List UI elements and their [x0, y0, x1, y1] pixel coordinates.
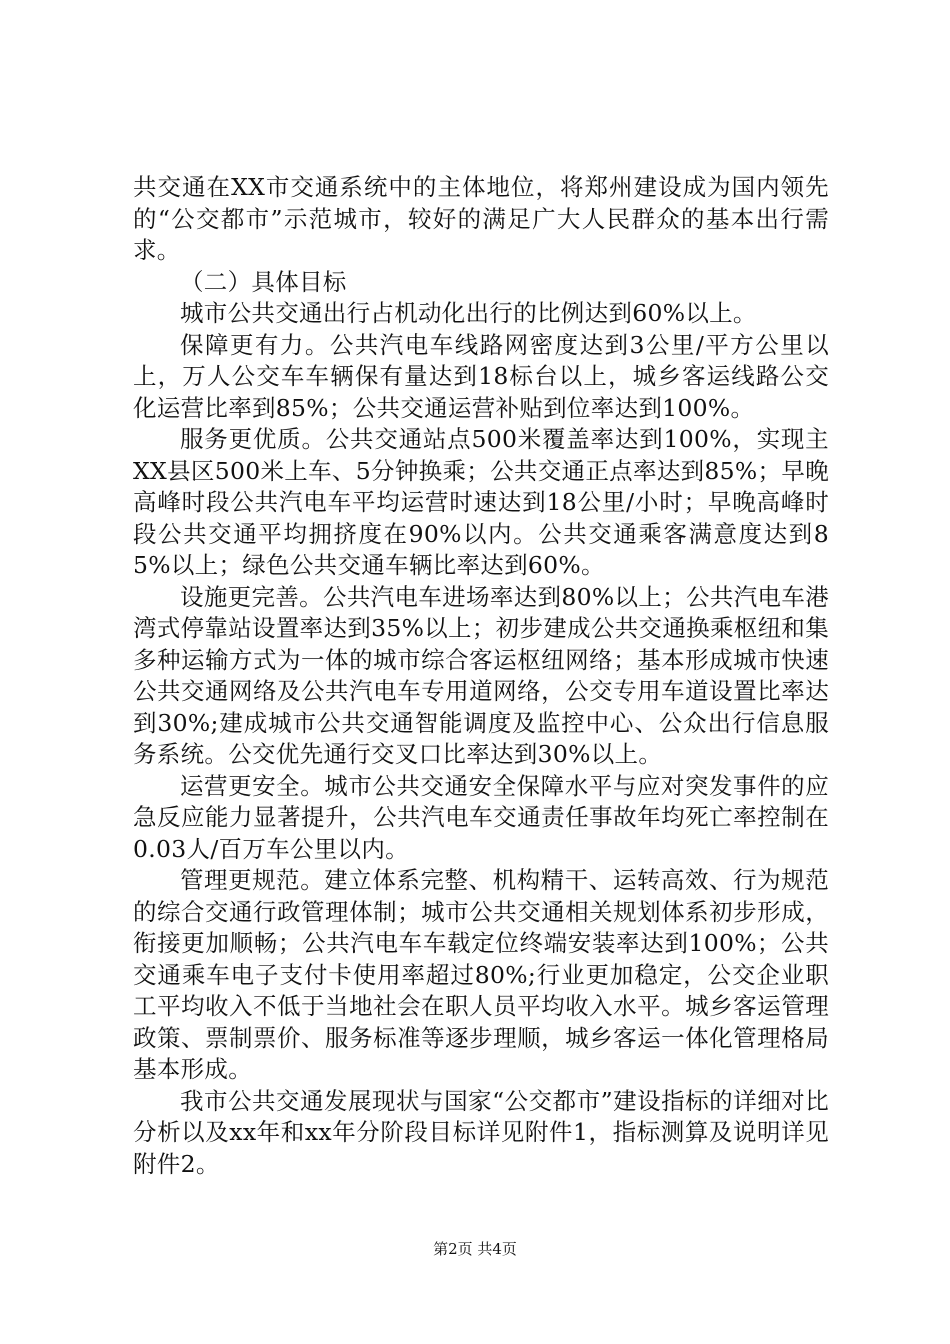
- paragraph-management: 管理更规范。建立体系完整、机构精干、运转高效、行为规范的综合交通行政管理体制；城市公共交通相关规划体系初步形成，衔接更加顺畅；公共汽电车车载定位终端安装率达到100%；公共交通乘车电子支付卡使用率超过80%;行业更加稳定，公交企业职工平均收入不低于当地社会在职人员平均收入水平。城乡客运管理政策、票制票价、服务标准等逐步理顺，城乡客运一体化管理格局基本形成。: [133, 866, 829, 1083]
- paragraph-facilities: 设施更完善。公共汽电车进场率达到80%以上；公共汽电车港湾式停靠站设置率达到35%以上；初步建成公共交通换乘枢纽和集多种运输方式为一体的城市综合客运枢纽网络；基本形成城市快速公共交通网络及公共汽电车专用道网络，公交专用车道设置比率达到30%;建成城市公共交通智能调度及监控中心、公众出行信息服务系统。公交优先通行交叉口比率达到30%以上。: [133, 582, 829, 768]
- document-body: [133, 172, 829, 1180]
- section-heading: （二）具体目标: [180, 267, 347, 296]
- page-number-footer: 第2页 共4页: [433, 1240, 517, 1258]
- paragraph-attachments: 我市公共交通发展现状与国家“公交都市”建设指标的详细对比分析以及xx年和xx年分阶段目标详见附件1，指标测算及说明详见附件2。: [133, 1086, 829, 1178]
- paragraph-mode-share: 城市公共交通出行占机动化出行的比例达到60%以上。: [180, 299, 757, 327]
- paragraph-service: 服务更优质。公共交通站点500米覆盖率达到100%，实现主XX县区500米上车、5分钟换乘；公共交通正点率达到85%；早晚高峰时段公共汽电车平均运营时速达到18公里/小时；早晚高峰时段公共交通平均拥挤度在90%以内。公共交通乘客满意度达到85%以上；绿色公共交通车辆比率达到60%。: [133, 425, 829, 579]
- paragraph-guarantee: 保障更有力。公共汽电车线路网密度达到3公里/平方公里以上，万人公交车车辆保有量达到18标台以上，城乡客运线路公交化运营比率到85%；公共交通运营补贴到位率达到100%。: [133, 330, 829, 422]
- paragraph-safety: 运营更安全。城市公共交通安全保障水平与应对突发事件的应急反应能力显著提升，公共汽电车交通责任事故年均死亡率控制在0.03人/百万车公里以内。: [133, 771, 829, 863]
- paragraph-continuation: 共交通在XX市交通系统中的主体地位，将郑州建设成为国内领先的“公交都市”示范城市，较好的满足广大人民群众的基本出行需求。: [133, 173, 829, 264]
